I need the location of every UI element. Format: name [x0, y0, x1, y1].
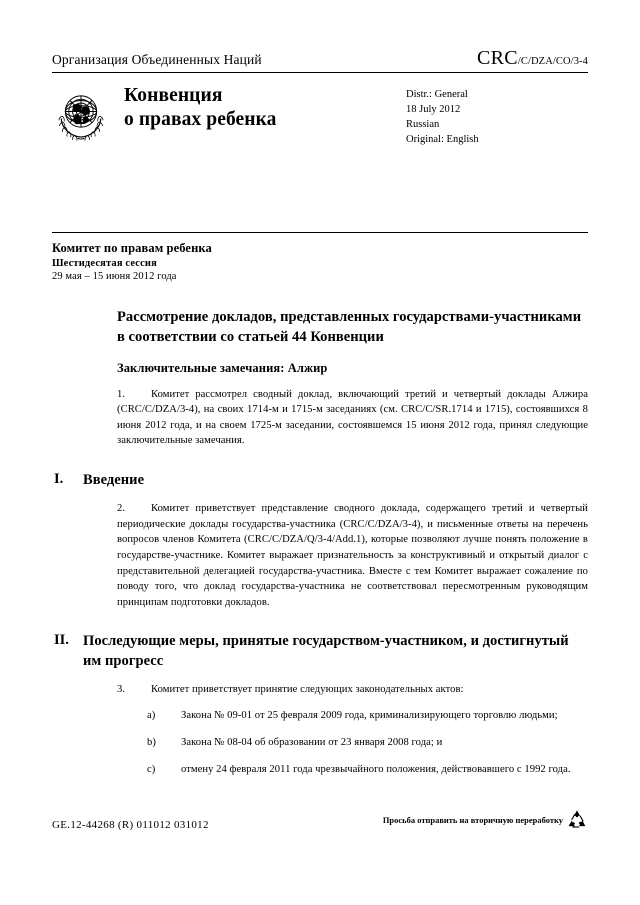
document-subtitle: Заключительные замечания: Алжир	[117, 360, 328, 375]
distribution-language: Russian	[406, 118, 440, 130]
convention-title-line1: Конвенция	[124, 85, 223, 106]
distribution-type: Distr.: General	[406, 89, 468, 100]
job-number: GE.12-44268 (R) 011012 031012	[52, 819, 209, 831]
committee-block	[52, 233, 588, 284]
paragraph-3-text: Комитет приветствует принятие следующих законодательных актов:	[151, 683, 464, 695]
section-followup	[52, 632, 588, 671]
organization-name: Организация Объединенных Наций	[52, 52, 262, 68]
un-emblem-icon	[52, 86, 110, 144]
document-symbol-main: CRC	[476, 47, 518, 69]
section-followup-body	[117, 682, 588, 777]
document-symbol-suffix: /C/DZA/CO/3-4	[517, 56, 588, 67]
committee-dates: 29 мая – 15 июня 2012 года	[52, 271, 177, 283]
document-heading-block	[117, 308, 588, 449]
masthead-bottom-rule	[52, 232, 588, 233]
list-item-text: Закона № 08-04 об образовании от 23 января 2008 года; и	[181, 736, 443, 748]
section-followup-number: II.	[54, 632, 69, 649]
page-title: Рассмотрение докладов, представленных государствами-участниками в соответствии со статьей 44 Конвенции	[117, 309, 582, 345]
masthead	[52, 0, 588, 233]
page-footer	[52, 805, 588, 831]
footer-row	[52, 805, 588, 831]
masthead-body-row	[52, 73, 588, 158]
paragraph-1-number: 1.	[117, 388, 126, 400]
convention-title-line2: о правах ребенка	[124, 108, 277, 130]
list-item-label: c)	[147, 763, 156, 775]
distribution-original: Original: English	[406, 133, 479, 145]
paragraph-3	[117, 682, 588, 698]
list-item	[117, 735, 588, 751]
list-item-text: Закона № 09-01 от 25 февраля 2009 года, криминализирующего торговлю людьми;	[181, 710, 558, 722]
list-item	[117, 762, 588, 778]
recycle-notice-text: Просьба отправить на вторичную переработку	[382, 815, 563, 825]
list-item-label: a)	[147, 710, 156, 722]
distribution-block	[406, 84, 588, 148]
list-item-label: b)	[147, 736, 156, 748]
paragraph-3-number: 3.	[117, 683, 126, 695]
masthead-top-row	[52, 48, 588, 71]
paragraph-1	[117, 387, 588, 449]
section-introduction-body	[117, 501, 588, 610]
recycle-notice	[383, 809, 588, 831]
convention-title	[110, 84, 406, 132]
section-introduction-number: I.	[54, 471, 64, 488]
paragraph-2	[117, 501, 588, 610]
section-followup-title: Последующие меры, принятые государством-участником, и достигнутый им прогресс	[83, 633, 569, 669]
distribution-date: 18 July 2012	[406, 103, 461, 115]
list-item-text: отмену 24 февраля 2011 года чрезвычайного положения, действовавшего с 1992 года.	[181, 763, 571, 775]
paragraph-2-number: 2.	[117, 503, 126, 515]
committee-session: Шестидесятая сессия	[52, 257, 157, 269]
committee-name: Комитет по правам ребенка	[52, 241, 212, 255]
document-symbol	[477, 48, 588, 68]
section-introduction-title: Введение	[83, 472, 145, 489]
section-introduction	[52, 471, 588, 490]
document-content	[52, 284, 588, 777]
list-item	[117, 708, 588, 724]
recycle-icon	[566, 809, 588, 831]
paragraph-2-text: Комитет приветствует представление сводного доклада, содержащего третий и четвертый периодические доклады государства-участника (CRC/C/DZA/3-4), и письменные ответы на перечень вопросов членов Комитета (CRC/C/DZA/Q/3-4/Add.1), которые позволяют лучше понять положение в государстве-участнике. Комитет выражает признательность за конструктивный и открытый диалог с представительной делегацией государства-участника. Вместе с тем Комитет выражает сожаление по поводу того, что доклад государства-участника не соответствовал пересмотренным руководящим принципам подготовки докладов.	[117, 503, 588, 608]
paragraph-1-text: Комитет рассмотрел сводный доклад, включающий третий и четвертый доклады Алжира (CRC/C/DZA/3-4), на своих 1714-м и 1715-м заседаниях (см. CRC/C/SR.1714 и 1715), состоявшихся 8 июня 2012 года, и на своем 1725-м заседании, состоявшемся 15 июня 2012 года, принял следующие заключительные замечания.	[117, 388, 588, 447]
